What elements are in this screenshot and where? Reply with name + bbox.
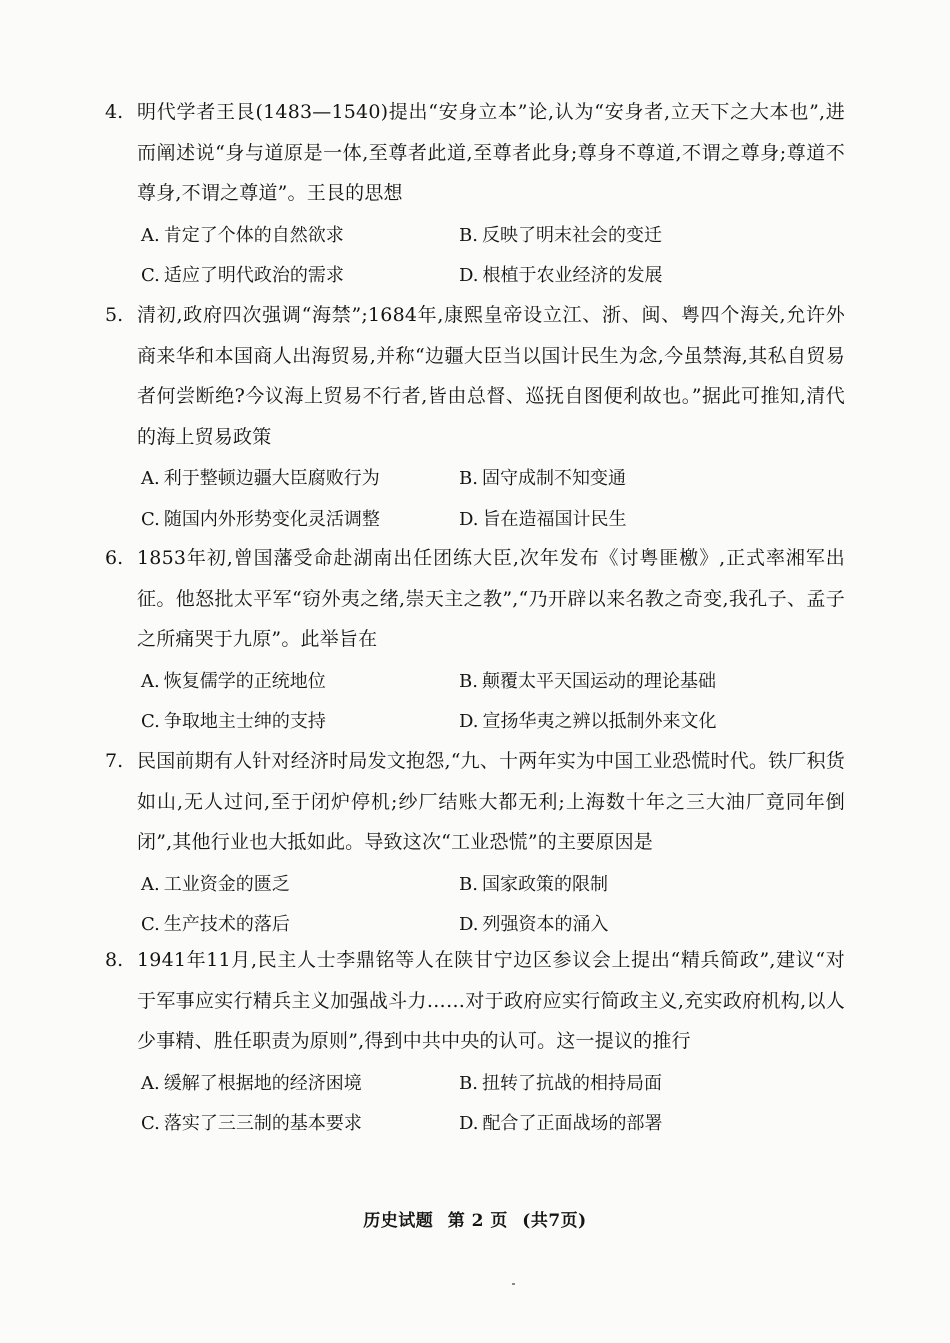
footer-total: (共7页) [522, 1211, 587, 1231]
options [141, 1062, 841, 1143]
question-stem: 明代学者王艮(1483—1540)提出“安身立本”论,认为“安身者,立天下之大本也”,进而阐述说“身与道原是一体,至尊者此道,至尊者此身;尊身不尊道,不谓之尊身;尊道不尊身,不谓之尊道”。王艮的思想 [137, 101, 845, 204]
option-a: A. 缓解了根据地的经济困境 [141, 1072, 362, 1094]
question-stem: 1941年11月,民主人士李鼎铭等人在陕甘宁边区参议会上提出“精兵简政”,建议“对于军事应实行精兵主义加强战斗力……对于政府应实行简政主义,充实政府机构,以人少事精、胜任职责为原则”,得到中共中央的认可。这一提议的推行 [137, 949, 845, 1052]
question-stem: 1853年初,曾国藩受命赴湖南出任团练大臣,次年发布《讨粤匪檄》,正式率湘军出征。他怒批太平军“窃外夷之绪,崇天主之教”,“乃开辟以来名教之奇变,我孔子、孟子之所痛哭于九原”。此举旨在 [137, 547, 845, 650]
question-5 [105, 295, 845, 538]
option-a: A. 肯定了个体的自然欲求 [141, 224, 344, 246]
options [141, 457, 841, 538]
option-c: C. 适应了明代政治的需求 [141, 265, 344, 287]
option-b: B. 固守成制不知变通 [459, 468, 626, 490]
question-number: 6. [105, 547, 124, 569]
options [141, 863, 841, 944]
question-7 [105, 741, 845, 944]
option-d: D. 配合了正面战场的部署 [459, 1113, 663, 1135]
question-8 [105, 940, 845, 1143]
option-a: A. 工业资金的匮乏 [141, 873, 290, 895]
option-b: B. 国家政策的限制 [459, 873, 608, 895]
page-footer [0, 1206, 950, 1231]
option-d: D. 根植于农业经济的发展 [459, 265, 663, 287]
option-d: D. 宣扬华夷之辨以抵制外来文化 [459, 711, 717, 733]
option-a: A. 恢复儒学的正统地位 [141, 670, 326, 692]
option-c: C. 随国内外形势变化灵活调整 [141, 508, 380, 530]
option-c: C. 落实了三三制的基本要求 [141, 1113, 362, 1135]
option-d: D. 旨在造福国计民生 [459, 508, 627, 530]
question-4 [105, 92, 845, 295]
options [141, 214, 841, 295]
option-c: C. 争取地主士绅的支持 [141, 711, 326, 733]
footer-subject: 历史试题 [363, 1211, 434, 1231]
scan-speck [512, 1283, 515, 1285]
option-b: B. 颠覆太平天国运动的理论基础 [459, 670, 716, 692]
question-number: 8. [105, 949, 124, 971]
question-stem: 清初,政府四次强调“海禁”;1684年,康熙皇帝设立江、浙、闽、粤四个海关,允许外商来华和本国商人出海贸易,并称“边疆大臣当以国计民生为念,今虽禁海,其私自贸易者何尝断绝?今议海上贸易不行者,皆由总督、巡抚自图便利故也。”据此可推知,清代的海上贸易政策 [137, 304, 845, 448]
option-a: A. 利于整顿边疆大臣腐败行为 [141, 468, 380, 490]
question-number: 7. [105, 750, 124, 772]
option-b: B. 反映了明末社会的变迁 [459, 224, 662, 246]
question-6 [105, 538, 845, 741]
question-number: 4. [105, 101, 124, 123]
option-c: C. 生产技术的落后 [141, 914, 290, 936]
question-stem: 民国前期有人针对经济时局发文抱怨,“九、十两年实为中国工业恐慌时代。铁厂积货如山,无人过问,至于闭炉停机;纱厂结账大都无利;上海数十年之三大油厂竟同年倒闭”,其他行业也大抵如此。导致这次“工业恐慌”的主要原因是 [137, 750, 845, 853]
question-number: 5. [105, 304, 124, 326]
footer-page: 第 2 页 [447, 1211, 508, 1231]
option-b: B. 扭转了抗战的相持局面 [459, 1072, 662, 1094]
options [141, 660, 841, 741]
option-d: D. 列强资本的涌入 [459, 914, 609, 936]
